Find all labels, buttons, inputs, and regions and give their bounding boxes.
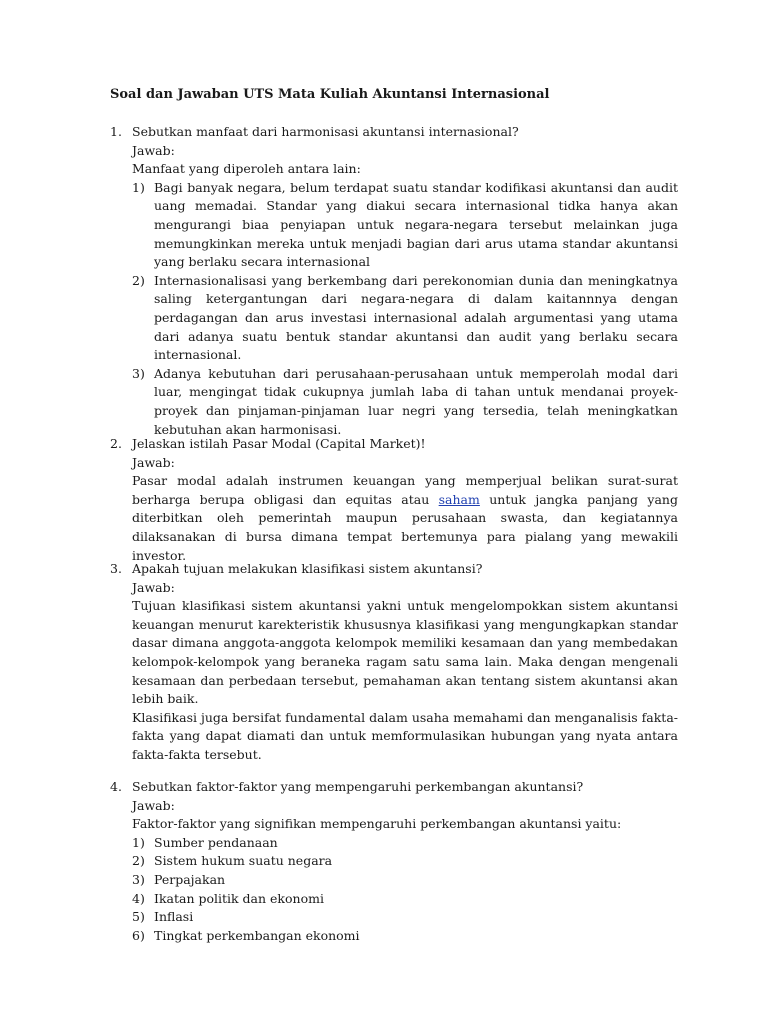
question-number: 4. [110,779,122,794]
answer-paragraph: Tujuan klasifikasi sistem akuntansi yakni untuk mengelompokkan sistem akuntansi keuangan menurut karekteristik khususnya klasifikasi yang mengungkapkan standar dasar dimana anggota-anggota kelompok memiliki kesamaan dan yang membedakan kelompok-kelompok yang beraneka ragam satu sama lain. Maka dengan mengenali kesamaan dan perbedaan tersebut, pemahaman akan tentang sistem akuntansi akan lebih baik. [132,598,678,707]
list-item [132,890,678,909]
question-number: 3. [110,561,122,576]
question-3 [110,560,678,765]
list-item-number: 6) [132,927,145,943]
list-item-number: 1) [132,179,145,195]
list-item-number: 3) [132,871,145,887]
list-item-number: 3) [132,365,145,381]
question-2 [110,435,678,565]
list-item-text: Inflasi [154,909,194,925]
answer-text-after-link: untuk jangka panjang yang diterbitkan oleh pemerintah maupun perusahaan swasta, dan kegiatannya dilaksanakan di bursa dimana tempat bertemunya para pialang yang mewakili investor. [132,491,678,563]
list-item-number: 2) [132,272,145,288]
list-item-number: 5) [132,909,145,925]
question-4 [110,778,678,945]
list-item [132,927,678,946]
answer-label: Jawab: [132,579,175,595]
list-item [132,834,678,853]
answer-label: Jawab: [132,142,175,158]
document-title: Soal dan Jawaban UTS Mata Kuliah Akuntansi Internasional [110,87,550,102]
question-text: Jelaskan istilah Pasar Modal (Capital Market)! [132,436,426,451]
list-item-number: 2) [132,853,145,869]
answer-label: Jawab: [132,454,175,470]
saham-link[interactable]: saham [438,491,480,507]
answer-intro: Manfaat yang diperoleh antara lain: [132,161,361,177]
list-item-text: Tingkat perkembangan ekonomi [154,927,360,943]
question-text: Sebutkan manfaat dari harmonisasi akuntansi internasional? [132,124,519,139]
question-number: 1. [110,124,122,139]
list-item [132,871,678,890]
list-item-text: Internasionalisasi yang berkembang dari perekonomian dunia dan meningkatnya saling ketergantungan dari negara-negara di dalam kaitannnya dengan perdagangan dan arus investasi internasional adalah argumentasi yang utama dari adanya suatu bentuk standar akuntansi dan audit yang berlaku secara internasional. [154,272,678,363]
question-text: Apakah tujuan melakukan klasifikasi sistem akuntansi? [132,561,483,576]
list-item-number: 4) [132,890,145,906]
list-item [132,908,678,927]
list-item [132,365,678,439]
list-item [132,852,678,871]
list-item-number: 1) [132,834,145,850]
answer-text-before-link: Pasar modal adalah instrumen keuangan yang memperjual belikan surat-surat berharga berupa obligasi dan equitas atau [132,473,678,507]
answer-paragraph [132,472,678,565]
list-item [132,179,678,272]
list-item-text: Adanya kebutuhan dari perusahaan-perusahaan untuk memperolah modal dari luar, mengingat tidak cukupnya jumlah laba di tahan untuk mendanai proyek-proyek dan pinjaman-pinjaman luar negri yang tersedia, telah meningkatkan kebutuhan akan harmonisasi. [154,365,678,437]
answer-label: Jawab: [132,797,175,813]
list-item-text: Perpajakan [154,871,226,887]
list-item-text: Ikatan politik dan ekonomi [154,890,324,906]
list-item [132,272,678,365]
question-text: Sebutkan faktor-faktor yang mempengaruhi perkembangan akuntansi? [132,779,584,794]
answer-paragraph: Klasifikasi juga bersifat fundamental dalam usaha memahami dan menganalisis fakta-fakta yang dapat diamati dan untuk memformulasikan hubungan yang nyata antara fakta-fakta tersebut. [132,709,678,762]
list-item-text: Sistem hukum suatu negara [154,853,333,869]
list-item-text: Bagi banyak negara, belum terdapat suatu standar kodifikasi akuntansi dan audit uang memadai. Standar yang diakui secara internasional tidka hanya akan mengurangi biaa penyiapan untuk negara-negara tersebut melainkan juga memungkinkan mereka untuk menjadi bagian dari arus utama standar akuntansi yang berlaku secara internasional [154,179,678,270]
list-item-text: Sumber pendanaan [154,834,278,850]
answer-intro: Faktor-faktor yang signifikan mempengaruhi perkembangan akuntansi yaitu: [132,816,622,832]
question-number: 2. [110,436,122,451]
question-1 [110,123,678,439]
